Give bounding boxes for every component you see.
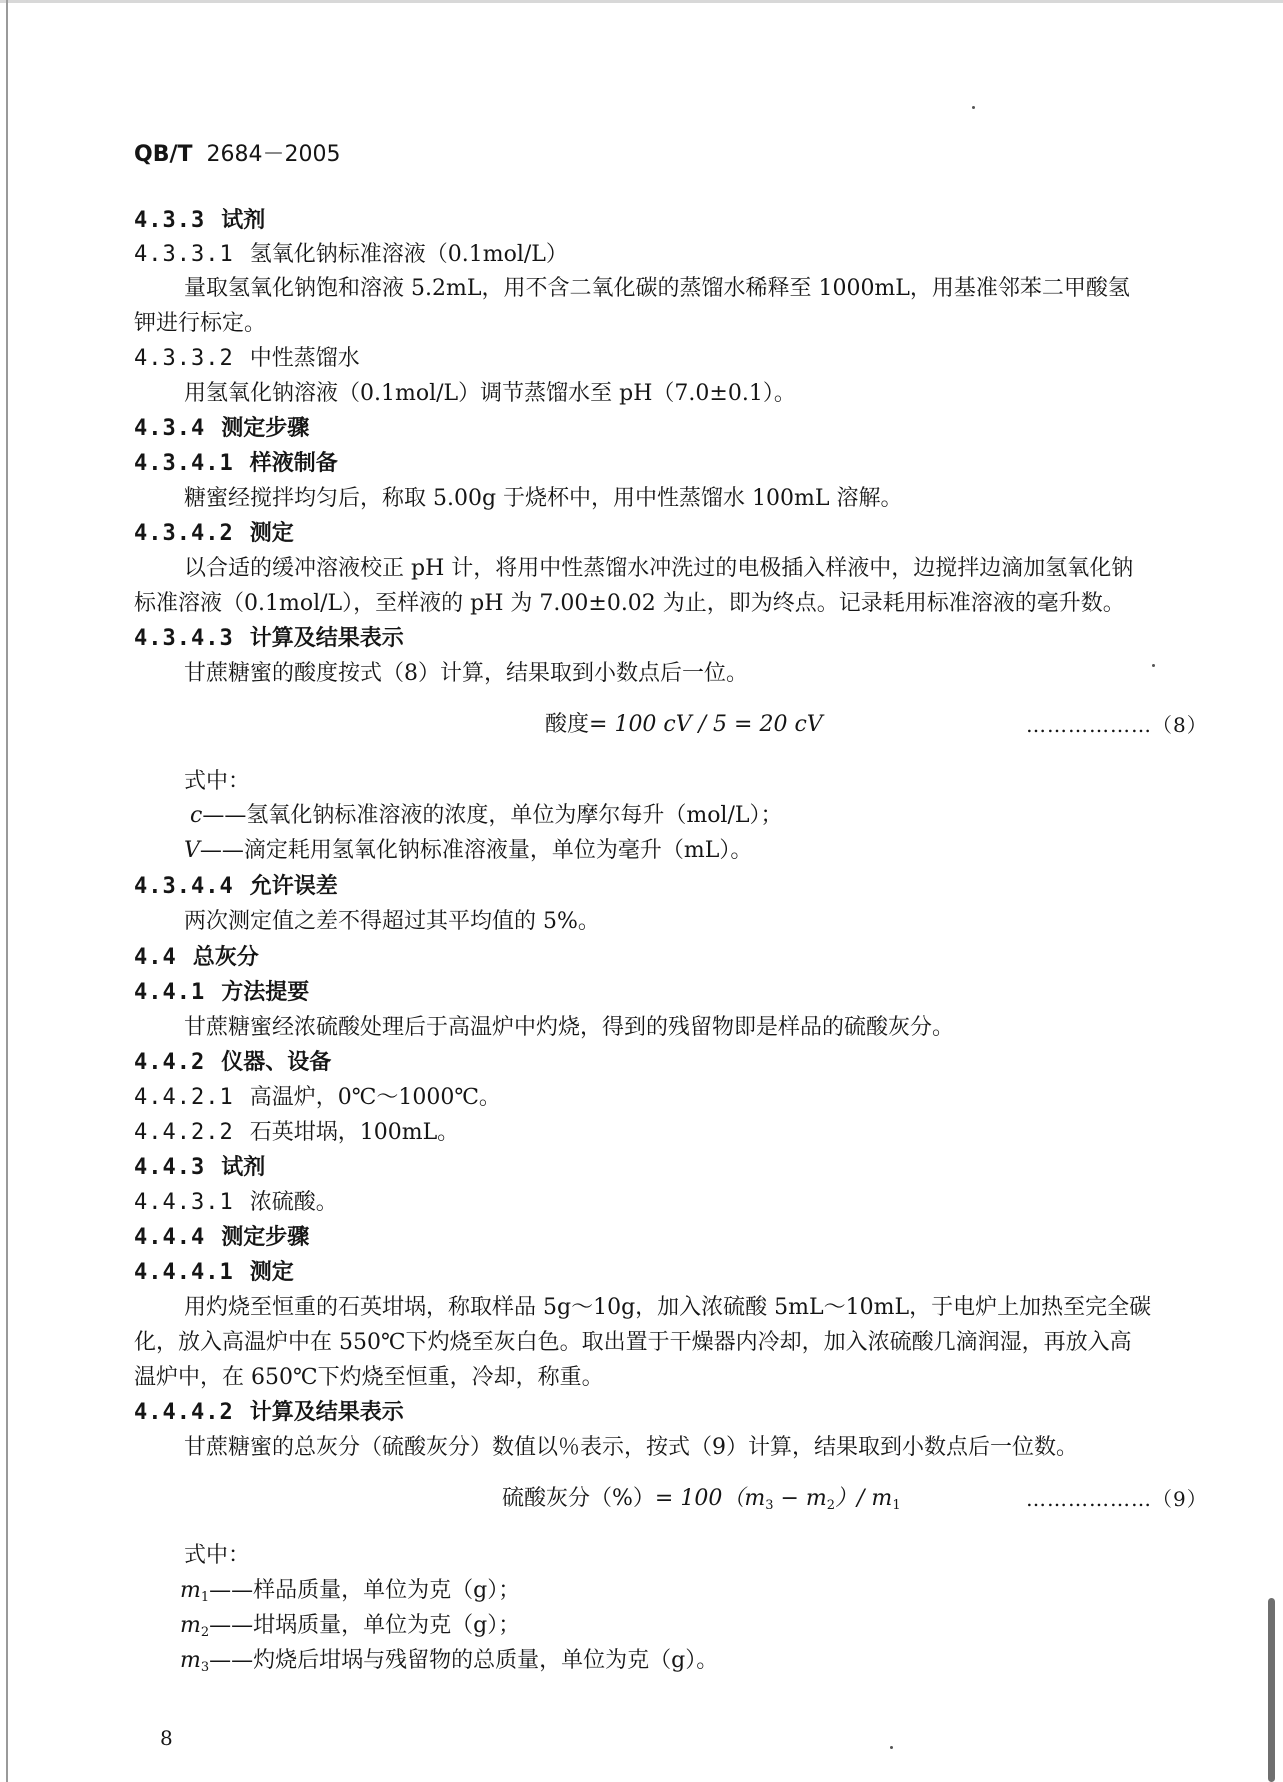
scan-speck (890, 1746, 893, 1749)
paragraph-line: 标准溶液（0.1mol/L），至样液的 pH 为 7.00±0.02 为止，即为终点。记录耗用标准溶液的毫升数。 (134, 591, 1125, 616)
paragraph-line: 甘蔗糖蜜的总灰分（硫酸灰分）数值以％表示，按式（9）计算，结果取到小数点后一位数。 (184, 1435, 1079, 1460)
paragraph-line: 量取氢氧化钠饱和溶液 5.2mL，用不含二氧化碳的蒸馏水稀释至 1000mL，用基准邻苯二甲酸氢 (184, 276, 1130, 301)
heading-4-4-2-2: 4.4.2.2 石英坩埚，100mL。 (134, 1120, 460, 1145)
heading-4-4-1: 4.4.1 方法提要 (134, 980, 310, 1005)
heading-4-4-4-2: 4.4.4.2 计算及结果表示 (134, 1400, 404, 1425)
variable-c-definition: c——氢氧化钠标准溶液的浓度，单位为摩尔每升（mol/L）； (190, 803, 783, 828)
equation-number-9: ………………（9） (1026, 1487, 1208, 1511)
scan-edge-top (0, 0, 1283, 3)
scan-speck (1152, 664, 1155, 667)
heading-4-3-4-2: 4.3.4.2 测定 (134, 521, 294, 546)
heading-4-4-2-1: 4.4.2.1 高温炉，0℃～1000℃。 (134, 1085, 501, 1110)
paragraph-line: 化，放入高温炉中在 550℃下灼烧至灰白色。取出置于干燥器内冷却，加入浓硫酸几滴润湿，再放入高 (134, 1330, 1132, 1355)
heading-4-3-3: 4.3.3 试剂 (134, 208, 266, 233)
paragraph-line: 甘蔗糖蜜的酸度按式（8）计算，结果取到小数点后一位。 (184, 661, 748, 686)
heading-4-3-4-3: 4.3.4.3 计算及结果表示 (134, 626, 404, 651)
standard-number: 2684－2005 (206, 142, 341, 167)
paragraph-line: 温炉中，在 650℃下灼烧至恒重，冷却，称重。 (134, 1365, 604, 1390)
heading-4-3-4-4: 4.3.4.4 允许误差 (134, 874, 338, 899)
heading-4-4-3: 4.4.3 试剂 (134, 1155, 266, 1180)
paragraph-line: 两次测定值之差不得超过其平均值的 5%。 (184, 909, 600, 934)
heading-4-3-4: 4.3.4 测定步骤 (134, 416, 310, 441)
heading-4-3-3-1: 4.3.3.1 氢氧化钠标准溶液（0.1mol/L） (134, 242, 568, 267)
heading-4-3-4-1: 4.3.4.1 样液制备 (134, 451, 338, 476)
scan-edge-left (6, 0, 8, 1782)
equation-number-8: ………………（8） (1026, 713, 1208, 737)
heading-4-4-2: 4.4.2 仪器、设备 (134, 1050, 332, 1075)
paragraph-line: 用氢氧化钠溶液（0.1mol/L）调节蒸馏水至 pH（7.0±0.1）。 (184, 381, 796, 406)
heading-4-4-4: 4.4.4 测定步骤 (134, 1225, 310, 1250)
heading-4-4-3-1: 4.4.3.1 浓硫酸。 (134, 1190, 338, 1215)
standard-code: QB/T (134, 142, 193, 167)
variable-m2-definition: $m_2——$坩埚质量，单位为克（g）； (180, 1613, 521, 1640)
page-number: 8 (160, 1726, 173, 1750)
where-label: 式中： (184, 769, 251, 794)
variable-m3-definition: $m_3——$灼烧后坩埚与残留物的总质量，单位为克（g）。 (180, 1648, 719, 1675)
standard-code-header (134, 140, 341, 170)
variable-v-definition: V——滴定耗用氢氧化钠标准溶液量，单位为毫升（mL）。 (184, 838, 753, 863)
variable-m1-definition: $m_1——$样品质量，单位为克（g）； (180, 1578, 521, 1605)
where-label: 式中： (184, 1543, 251, 1568)
heading-4-4: 4.4 总灰分 (134, 945, 259, 970)
paragraph-line: 用灼烧至恒重的石英坩埚，称取样品 5g～10g，加入浓硫酸 5mL～10mL，于电炉上加热至完全碳 (184, 1295, 1152, 1320)
paragraph-line: 甘蔗糖蜜经浓硫酸处理后于高温炉中灼烧，得到的残留物即是样品的硫酸灰分。 (184, 1015, 955, 1040)
formula-9: 硫酸灰分（%）= $100(m_3 - m_2)/$ $m_1$ (502, 1486, 901, 1513)
vertical-scrollbar[interactable] (1268, 1598, 1275, 1782)
paragraph-line: 钾进行标定。 (134, 311, 267, 336)
paragraph-line: 糖蜜经搅拌均匀后，称取 5.00g 于烧杯中，用中性蒸馏水 100mL 溶解。 (184, 486, 903, 511)
formula-8: 酸度= 100 cV / 5 = 20 cV (545, 712, 823, 737)
paragraph-line: 以合适的缓冲溶液校正 pH 计，将用中性蒸馏水冲洗过的电极插入样液中，边搅拌边滴加氢氧化钠 (184, 556, 1134, 581)
heading-4-4-4-1: 4.4.4.1 测定 (134, 1260, 294, 1285)
scan-speck (972, 106, 975, 109)
heading-4-3-3-2: 4.3.3.2 中性蒸馏水 (134, 346, 360, 371)
